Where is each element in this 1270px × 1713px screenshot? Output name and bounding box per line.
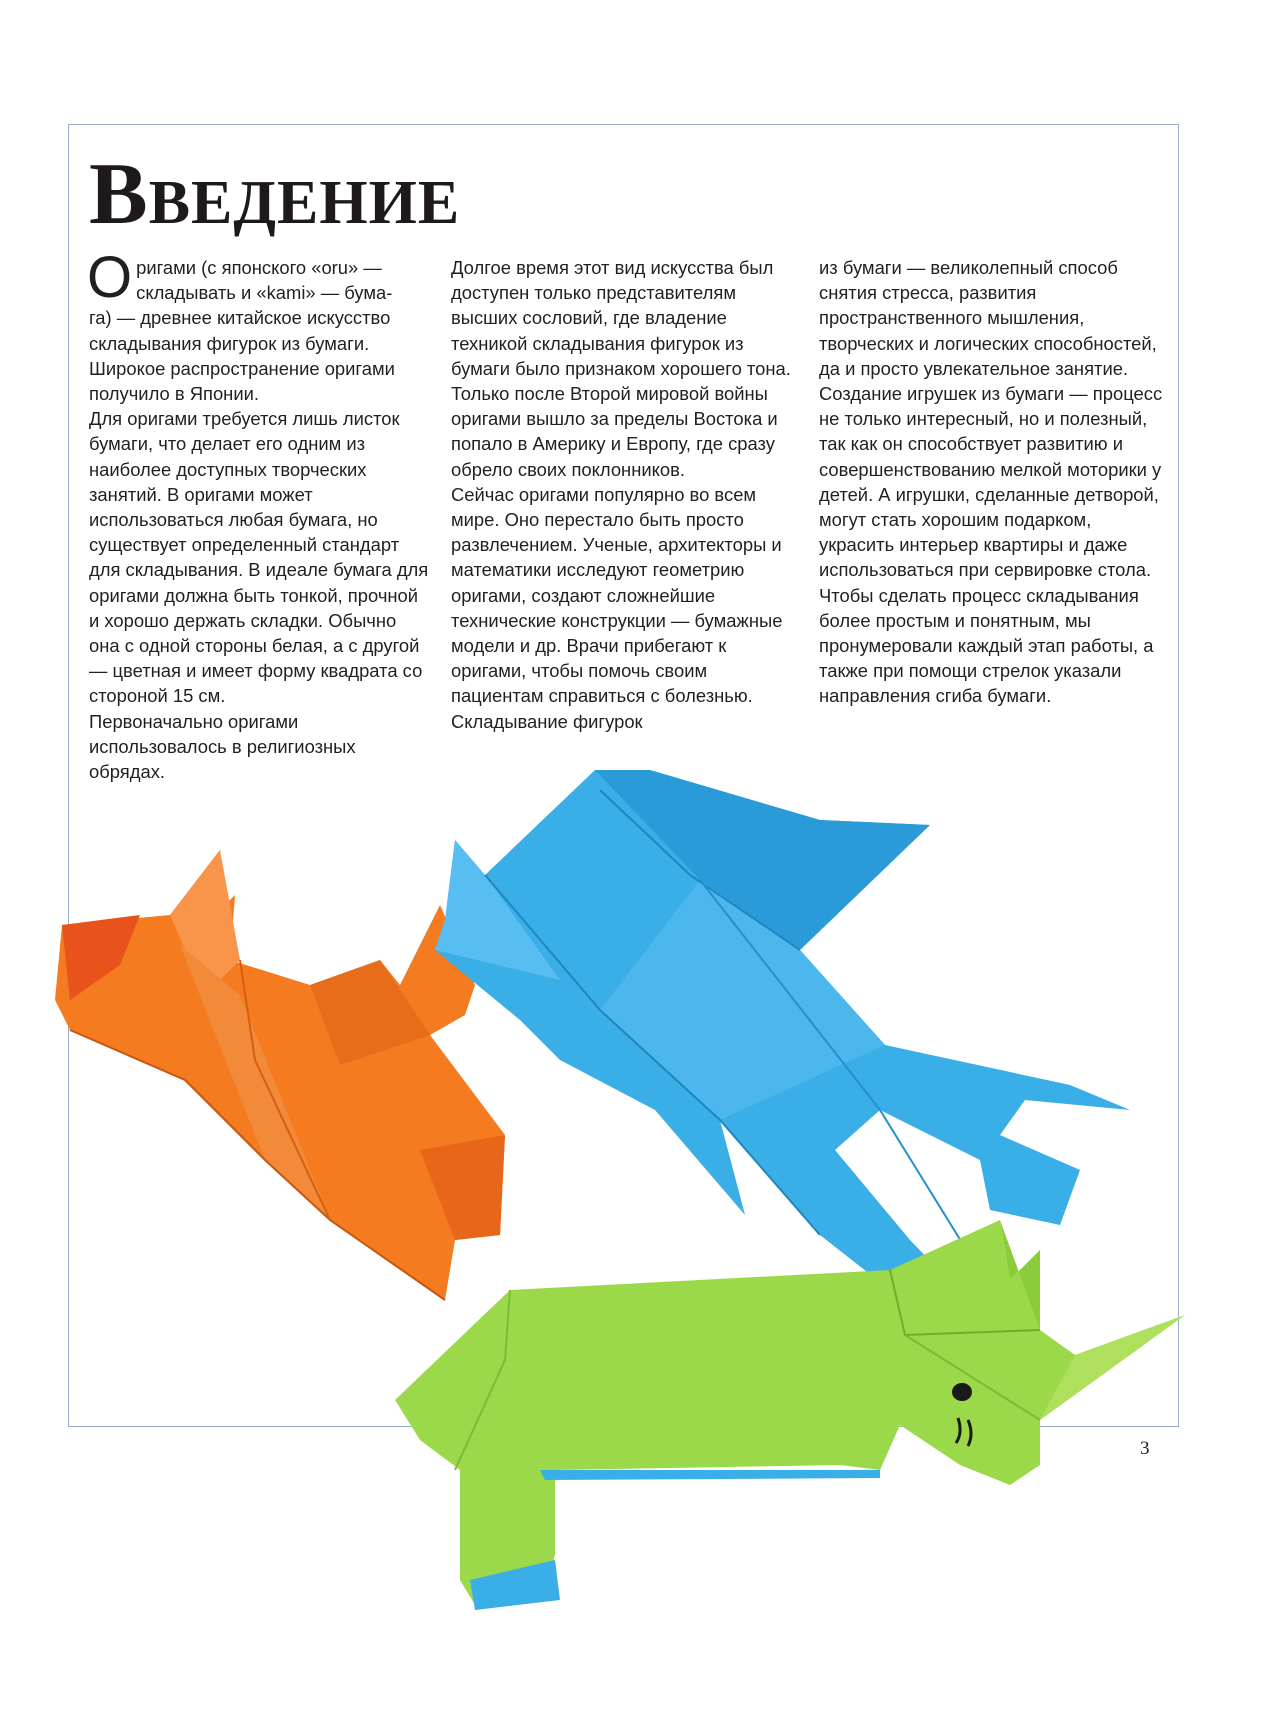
origami-rhino-image: [395, 1220, 1185, 1610]
page-number: 3: [1140, 1438, 1150, 1459]
paragraph: из бумаги — великолепный способ снятия стресса, развития пространственного мышления, творческих и логических способностей, да и просто увлекательное занятие.: [819, 257, 1157, 379]
paragraph: Чтобы сделать процесс складывания более простым и понятным, мы пронумеровали каждый этап работы, а также при помощи стрелок указали направления сгиба бумаги.: [819, 584, 1154, 707]
paragraph: Первоначально оригами использовалось в религиозных обрядах.: [89, 710, 356, 783]
origami-fox-image: [55, 850, 505, 1300]
paragraph: Оригами (с японского «oru» — складывать и «kami» — бума- га) — древнее китайское искусство складывания фигурок из бумаги. Широкое распространение оригами получило в Японии.: [87, 245, 395, 405]
page-title: Введение: [89, 146, 461, 243]
paragraph: Долгое время этот вид искусства был доступен только представителям высших сословий, где владение техникой складывания фигурок из бумаги было признаком хорошего тона. Только после Второй мировой войны оригами вышло за пределы Востока и попало в Америку и Европу, где сразу обрело своих поклонников.: [451, 257, 791, 480]
drop-cap: О: [87, 245, 133, 310]
paragraph: Сейчас оригами популярно во всем мире. Оно перестало быть просто развлечением. Ученые, архитекторы и математики исследуют геометрию оригами, создают сложнейшие технические конструкции — бумажные модели и др. Врачи прибегают к оригами, чтобы помочь своим пациентам справиться с болезнью. Складывание фигурок: [451, 483, 783, 732]
paragraph: Создание игрушек из бумаги — процесс не только интересный, но и полезный, так как он способствует развитию и совершенствованию мелкой моторики у детей. А игрушки, сделанные детворой, могут стать хорошим подарком, украсить интерьер квартиры и даже использоваться при сервировке стола.: [819, 383, 1163, 581]
paragraph: Для оригами требуется лишь листок бумаги, что делает его одним из наиболее доступных творческих занятий. В оригами может использоваться любая бумага, но существует определенный стандарт для складывания. В идеале бумага для оригами должна быть тонкой, прочной и хорошо держать складки. Обычно она с одной стороны белая, а с другой — цветная и имеет форму квадрата со стороной 15 см.: [89, 408, 429, 707]
